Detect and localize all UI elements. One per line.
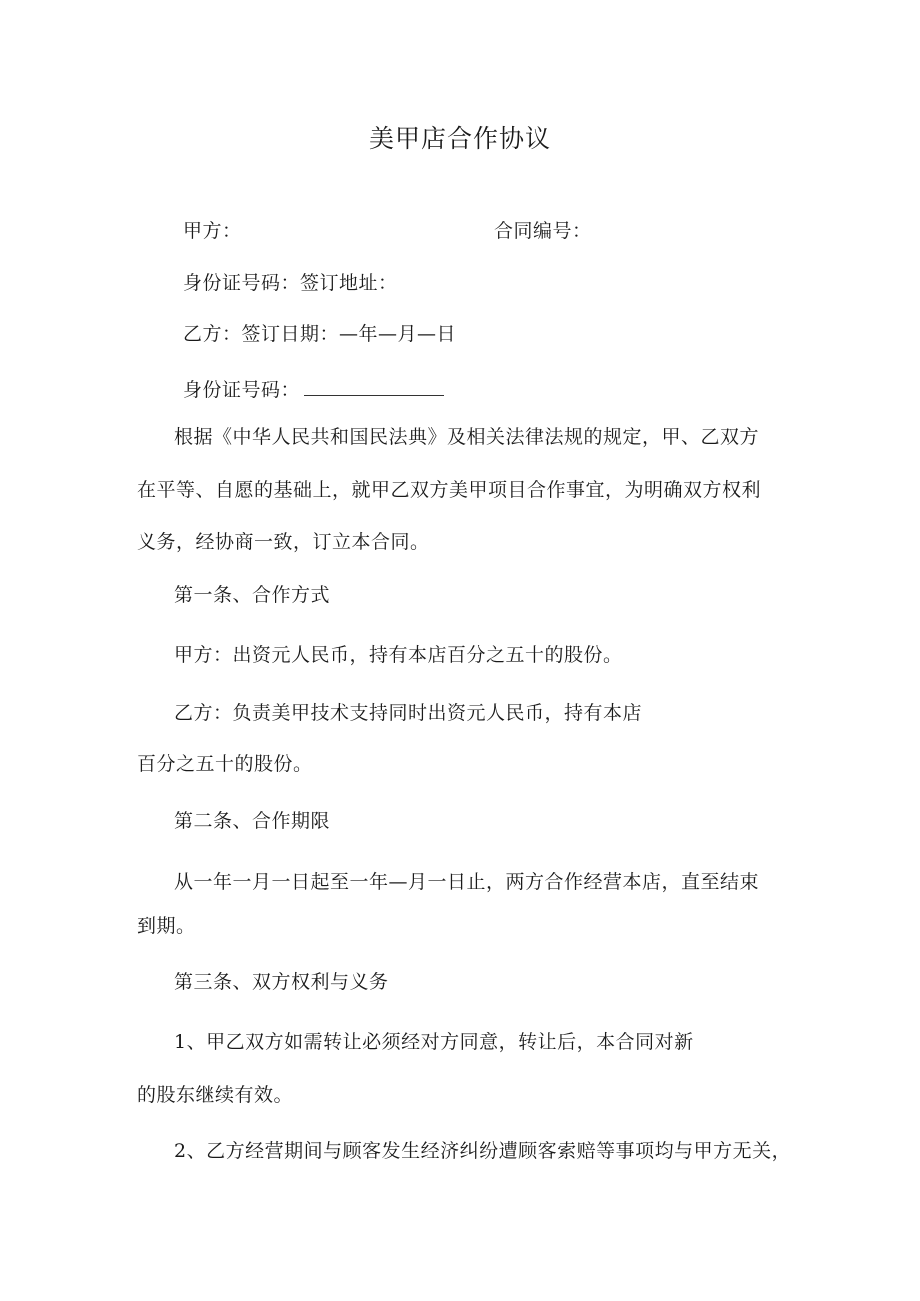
article2-heading: 第二条、合作期限 bbox=[174, 810, 331, 832]
article1-party-b-line-1: 乙方：负责美甲技术支持同时出资元人民币，持有本店 bbox=[174, 702, 643, 724]
party-b-sign-date: 乙方：签订日期：—年—月—日 bbox=[183, 323, 457, 345]
article3-item2-line-1: 2、乙方经营期间与顾客发生经济纠纷遭顾客索赔等事项均与甲方无关， bbox=[174, 1140, 792, 1162]
contract-number-label: 合同编号： bbox=[494, 220, 592, 242]
preamble-line-1: 根据《中华人民共和国民法典》及相关法律法规的规定，甲、乙双方 bbox=[174, 426, 760, 448]
document-title: 美甲店合作协议 bbox=[368, 124, 551, 153]
preamble-line-3: 义务，经协商一致，订立本合同。 bbox=[137, 531, 430, 553]
article1-party-b-line-2: 百分之五十的股份。 bbox=[137, 753, 313, 775]
article3-heading: 第三条、双方权利与义务 bbox=[174, 971, 389, 993]
article1-heading: 第一条、合作方式 bbox=[174, 584, 331, 606]
id-number-sign-address: 身份证号码：签订地址： bbox=[183, 272, 398, 294]
article2-line-1: 从一年一月一日起至一年—月一日止，两方合作经营本店，直至结束 bbox=[174, 871, 760, 893]
preamble-line-2: 在平等、自愿的基础上，就甲乙双方美甲项目合作事宜，为明确双方权利 bbox=[137, 479, 762, 501]
id-number-label: 身份证号码： bbox=[183, 379, 301, 401]
party-a-label: 甲方： bbox=[183, 220, 242, 242]
article3-item1-line-2: 的股东继续有效。 bbox=[137, 1084, 294, 1106]
article1-party-a: 甲方：出资元人民币，持有本店百分之五十的股份。 bbox=[174, 644, 623, 666]
article2-line-2: 到期。 bbox=[137, 915, 196, 937]
id-number-line bbox=[183, 377, 444, 402]
id-number-blank bbox=[304, 377, 444, 396]
article3-item1-line-1: 1、甲乙双方如需转让必须经对方同意，转让后，本合同对新 bbox=[174, 1031, 694, 1053]
